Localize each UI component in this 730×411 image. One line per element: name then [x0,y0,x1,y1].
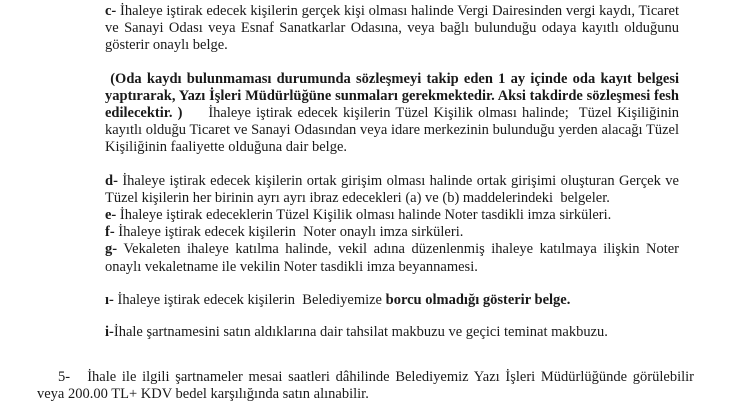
paragraph-item-5 [37,369,694,403]
item-i-dotless-text: İhaleye iştirak edecek kişilerin Belediyemize [113,291,386,308]
item-f-marker: f- [105,224,115,241]
item-e-marker: e- [105,207,117,224]
item-e-text: İhaleye iştirak edeceklerin Tüzel Kişilik olması halinde Noter tasdikli imza sirküleri. [116,207,612,224]
paragraph-item-f [105,224,679,241]
item-i-dotless-marker: ı- [105,291,114,308]
paragraph-item-d [105,173,679,207]
item-d-text: İhaleye iştirak edecek kişilerin ortak girişim olması halinde ortak girişimi oluşturan Gerçek ve Tüzel kişilerin her birinin ayrı ayrı ibraz edecekleri (a) ve (b) maddelerindeki belgeler. [105,172,679,206]
tuzel-kisilik-text: İhaleye iştirak edecek kişilerin Tüzel Kişilik olması halinde; Tüzel Kişiliğinin kayıtlı olduğu Ticaret ve Sanayi Odasından veya idare merkezinin bulunduğu yerden alacağı Tüzel Kişiliğinin faaliyette olduğuna dair belge. [105,105,679,156]
paragraph-item-i-dotless [105,292,679,309]
paragraph-item-c [105,3,679,55]
item-i-marker: i- [105,324,114,341]
body-text-block [105,3,679,341]
paragraph-item-i [105,324,679,341]
paragraph-item-e [105,207,679,224]
item-d-marker: d- [105,172,118,189]
paragraph-oda-kaydi-note [105,71,679,157]
item-g-text: Vekaleten ihaleye katılma halinde, vekil adına düzenlenmiş ihaleye katılmaya ilişkin Noter onaylı vekaletname ile vekilin Noter tasdikli imza beyannamesi. [105,241,679,275]
item-f-text: İhaleye iştirak edecek kişilerin Noter onaylı imza sirküleri. [114,224,464,241]
borcu-olmadigi-bold-text: borcu olmadığı gösterir belge. [385,291,571,308]
item-5-text: 5- İhale ile ilgili şartnameler mesai saatleri dâhilinde Belediyemiz Yazı İşleri Müdürlüğünde görülebilir veya 200.00 TL+ KDV bedel karşılığında satın alınabilir. [37,369,694,403]
oda-kaydi-bold-text: (Oda kaydı bulunmaması durumunda sözleşmeyi takip eden 1 ay içinde oda kayıt belgesi yaptırarak, Yazı İşleri Müdürlüğüne sunmaları gerekmektedir. Aksi takdirde sözleşmesi fesh edilecektir. ) [105,70,679,122]
item-c-text: İhaleye iştirak edecek kişilerin gerçek kişi olması halinde Vergi Dairesinden vergi kaydı, Ticaret ve Sanayi Odası veya Esnaf Sanatkarlar Odasına, veya bağlı bulunduğu odaya kayıtlı olduğunu gösterir onaylı belge. [105,3,679,54]
paragraph-item-g [105,241,679,275]
item-i-text: İhale şartnamesini satın aldıklarına dair tahsilat makbuzu ve geçici teminat makbuzu. [113,324,608,341]
item-g-marker: g- [105,241,118,258]
item-c-marker: c- [105,3,117,19]
